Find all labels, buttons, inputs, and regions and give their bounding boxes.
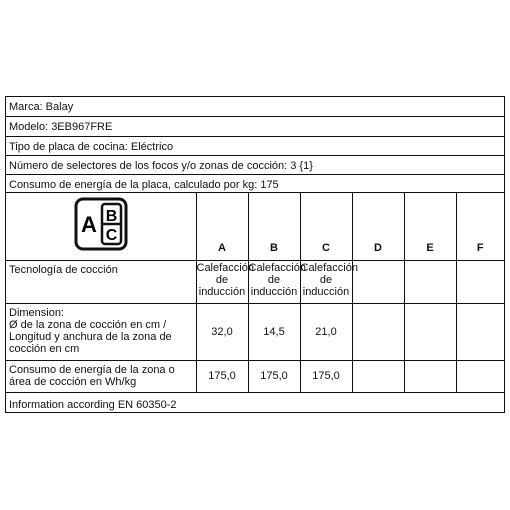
dimension-value-f	[456, 303, 504, 360]
technology-label: Tecnología de cocción	[6, 260, 196, 303]
dimension-value-e	[404, 303, 456, 360]
zone-energy-value-f	[456, 360, 504, 392]
technology-value-f	[456, 260, 504, 303]
standard-note: Information according EN 60350-2	[9, 399, 177, 411]
abc-energy-label-icon	[73, 196, 129, 252]
zones-row: Número de selectores de los focos y/o zonas de cocción: 3 {1}	[6, 156, 504, 175]
zone-energy-label: Consumo de energía de la zona o área de cocción en Wh/kg	[6, 360, 196, 392]
column-header-a: A	[196, 193, 248, 260]
dimension-value-c: 21,0	[300, 303, 352, 360]
energy-info-sheet	[5, 96, 505, 413]
dimension-value-b: 14,5	[248, 303, 300, 360]
column-header-c: C	[300, 193, 352, 260]
logo-letter-c: C	[105, 227, 118, 244]
logo-letter-a: A	[80, 212, 97, 237]
column-header-d: D	[352, 193, 404, 260]
dimension-row	[6, 303, 504, 360]
column-header-f: F	[456, 193, 504, 260]
column-header-row	[6, 193, 504, 260]
zone-energy-value-d	[352, 360, 404, 392]
dimension-label: Dimension: Ø de la zona de cocción en cm / Longitud y anchura de la zona de cocción en cm	[6, 303, 196, 360]
column-header-e: E	[404, 193, 456, 260]
technology-value-a: Calefacción de inducción	[196, 260, 248, 303]
zone-energy-value-c: 175,0	[300, 360, 352, 392]
energy-row: Consumo de energía de la placa, calculado por kg: 175	[6, 175, 504, 193]
zone-energy-value-a: 175,0	[196, 360, 248, 392]
zone-energy-row	[6, 360, 504, 392]
zone-energy-value-e	[404, 360, 456, 392]
logo-cell	[6, 193, 196, 260]
dimension-value-d	[352, 303, 404, 360]
zone-energy-value-b: 175,0	[248, 360, 300, 392]
model-row: Modelo: 3EB967FRE	[6, 117, 504, 137]
hob-type-row: Tipo de placa de cocina: Eléctrico	[6, 137, 504, 156]
zone-table	[6, 193, 504, 393]
technology-value-d	[352, 260, 404, 303]
brand-row: Marca: Balay	[6, 97, 504, 117]
technology-value-b: Calefacción de inducción	[248, 260, 300, 303]
column-header-b: B	[248, 193, 300, 260]
dimension-value-a: 32,0	[196, 303, 248, 360]
technology-value-e	[404, 260, 456, 303]
technology-row	[6, 260, 504, 303]
technology-value-c: Calefacción de inducción	[300, 260, 352, 303]
logo-letter-b: B	[105, 208, 118, 225]
